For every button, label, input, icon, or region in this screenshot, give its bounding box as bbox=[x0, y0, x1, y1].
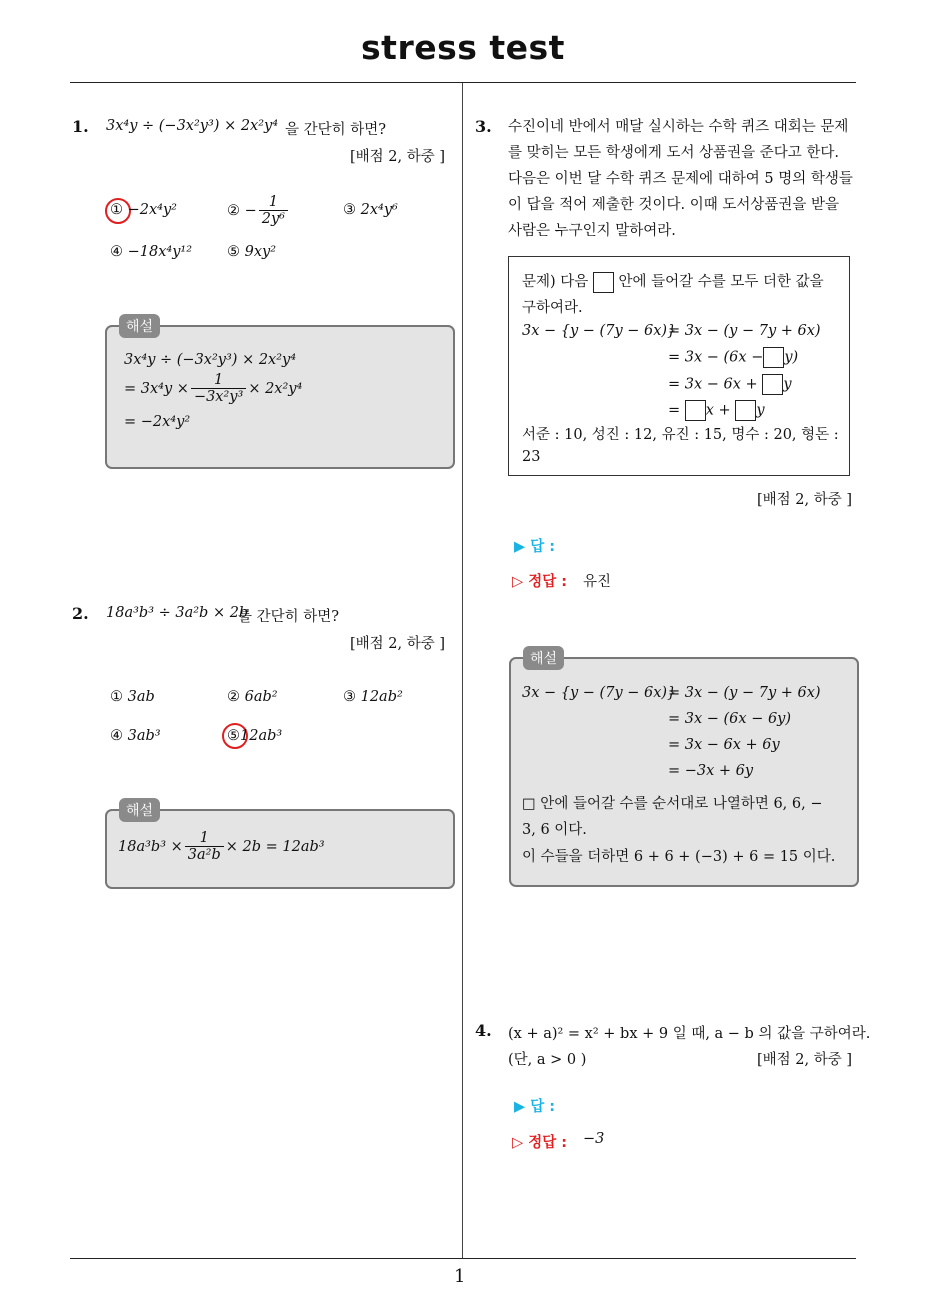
q3-students-line-2: 23 bbox=[522, 449, 541, 465]
q3-box-line-1: 문제) 다음 안에 들어갈 수를 모두 더한 값을 bbox=[522, 270, 824, 293]
question-4-line-2: (단, a > 0 ) bbox=[508, 1052, 587, 1068]
blank-box bbox=[593, 272, 614, 293]
q2-solution-tag: 해설 bbox=[119, 798, 160, 822]
q2-option-3[interactable]: ③ 12ab² bbox=[343, 689, 403, 705]
q1-option-4[interactable]: ④ −18x⁴y¹² bbox=[110, 244, 193, 260]
q3-answer-label: ▶ 답 : bbox=[514, 539, 556, 555]
q3-solution-row-3: = 3x − 6x + 6y bbox=[668, 737, 780, 753]
q2-option-2[interactable]: ② 6ab² bbox=[227, 689, 278, 705]
q3-solution-text-1: □ 안에 들어갈 수를 순서대로 나열하면 6, 6, − bbox=[522, 796, 823, 812]
question-1-number: 1. bbox=[72, 117, 89, 136]
question-3-number: 3. bbox=[475, 117, 492, 136]
blank-box bbox=[685, 400, 706, 421]
q3-solution-text-2: 3, 6 이다. bbox=[522, 822, 587, 838]
q1-solution-line-3: = −2x⁴y² bbox=[124, 414, 191, 430]
blank-box bbox=[763, 347, 784, 368]
question-3-paragraph: 수진이네 반에서 매달 실시하는 수학 퀴즈 대회는 문제 를 맞히는 모든 학생에게 도서 상품권을 준다고 한다. 다음은 이번 달 수학 퀴즈 문제에 대하여 5 명의 학생들 이 답을 적어 제출한 것이다. 이때 도서상품권을 받을 사람은 누구인지 말하여라. bbox=[508, 119, 853, 239]
q3-box-line-2: 구하여라. bbox=[522, 300, 583, 316]
q2-option-5[interactable]: ⑤12ab³ bbox=[227, 728, 283, 744]
q1-option-5[interactable]: ⑤ 9xy² bbox=[227, 244, 277, 260]
q1-option-1[interactable]: ① −2x⁴y² bbox=[110, 202, 177, 218]
question-2-expression: 18a³b³ ÷ 3a²b × 2b bbox=[106, 605, 249, 621]
q3-eq-row-1: = 3x − (y − 7y + 6x) bbox=[668, 323, 821, 339]
q3-eq-lhs: 3x − {y − (7y − 6x)} bbox=[522, 323, 677, 339]
header-rule bbox=[70, 82, 856, 83]
blank-box bbox=[762, 374, 783, 395]
q4-correct-label: ▷ 정답 : bbox=[512, 1135, 568, 1151]
question-1-expression: 3x⁴y ÷ (−3x²y³) × 2x²y⁴ bbox=[106, 118, 279, 134]
q4-correct-value: −3 bbox=[583, 1131, 605, 1147]
page-title: stress test bbox=[361, 28, 565, 67]
column-divider bbox=[462, 83, 463, 1258]
q3-solution-text-3: 이 수들을 더하면 6 + 6 + (−3) + 6 = 15 이다. bbox=[522, 849, 836, 865]
question-1-score: [배점 2, 하중 ] bbox=[350, 149, 446, 165]
q3-solution-lhs: 3x − {y − (7y − 6x)} bbox=[522, 685, 677, 701]
q3-correct-value: 유진 bbox=[583, 574, 612, 590]
q4-answer-label: ▶ 답 : bbox=[514, 1099, 556, 1115]
question-2-score: [배점 2, 하중 ] bbox=[350, 636, 446, 652]
question-1-text: 을 간단히 하면? bbox=[285, 122, 387, 138]
q2-option-1[interactable]: ① 3ab bbox=[110, 689, 155, 705]
question-4-line-1: (x + a)² = x² + bx + 9 일 때, a − b 의 값을 구하여라. bbox=[508, 1026, 871, 1042]
q1-solution-line-1: 3x⁴y ÷ (−3x²y³) × 2x²y⁴ bbox=[124, 352, 297, 368]
q3-solution-row-2: = 3x − (6x − 6y) bbox=[668, 711, 792, 727]
q3-correct-label: ▷ 정답 : bbox=[512, 574, 568, 590]
q3-students-line-1: 서준 : 10, 성진 : 12, 유진 : 15, 명수 : 20, 형돈 : bbox=[522, 427, 839, 443]
q3-solution-tag: 해설 bbox=[523, 646, 564, 670]
blank-box bbox=[735, 400, 756, 421]
q2-solution-line: 18a³b³ × $\frac{1}{\text{3a²b}}$ × 2b = 12ab³ bbox=[118, 830, 325, 863]
q3-eq-row-2: = 3x − (6x − y) bbox=[668, 347, 798, 368]
question-2-number: 2. bbox=[72, 604, 89, 623]
q1-option-2[interactable]: ② − $\frac{1}{\text{2y⁶}}$ bbox=[227, 194, 290, 228]
q2-option-4[interactable]: ④ 3ab³ bbox=[110, 728, 161, 744]
q1-solution-tag: 해설 bbox=[119, 314, 160, 338]
footer-rule bbox=[70, 1258, 856, 1259]
q1-option-3[interactable]: ③ 2x⁴y⁶ bbox=[343, 202, 398, 218]
q3-solution-row-1: = 3x − (y − 7y + 6x) bbox=[668, 685, 821, 701]
question-4-number: 4. bbox=[475, 1021, 492, 1040]
q3-eq-row-3: = 3x − 6x + y bbox=[668, 374, 792, 395]
page-number: 1 bbox=[454, 1266, 466, 1287]
q1-solution-line-2: = 3x⁴y × $\frac{1}{\text{−3x²y³}}$ × 2x²y⁴ bbox=[124, 372, 303, 405]
q3-solution-row-4: = −3x + 6y bbox=[668, 763, 754, 779]
q3-eq-row-4: = x + y bbox=[668, 400, 765, 421]
question-3-score: [배점 2, 하중 ] bbox=[757, 492, 853, 508]
question-2-text: 를 간단히 하면? bbox=[238, 609, 340, 625]
question-4-score: [배점 2, 하중 ] bbox=[757, 1052, 853, 1068]
